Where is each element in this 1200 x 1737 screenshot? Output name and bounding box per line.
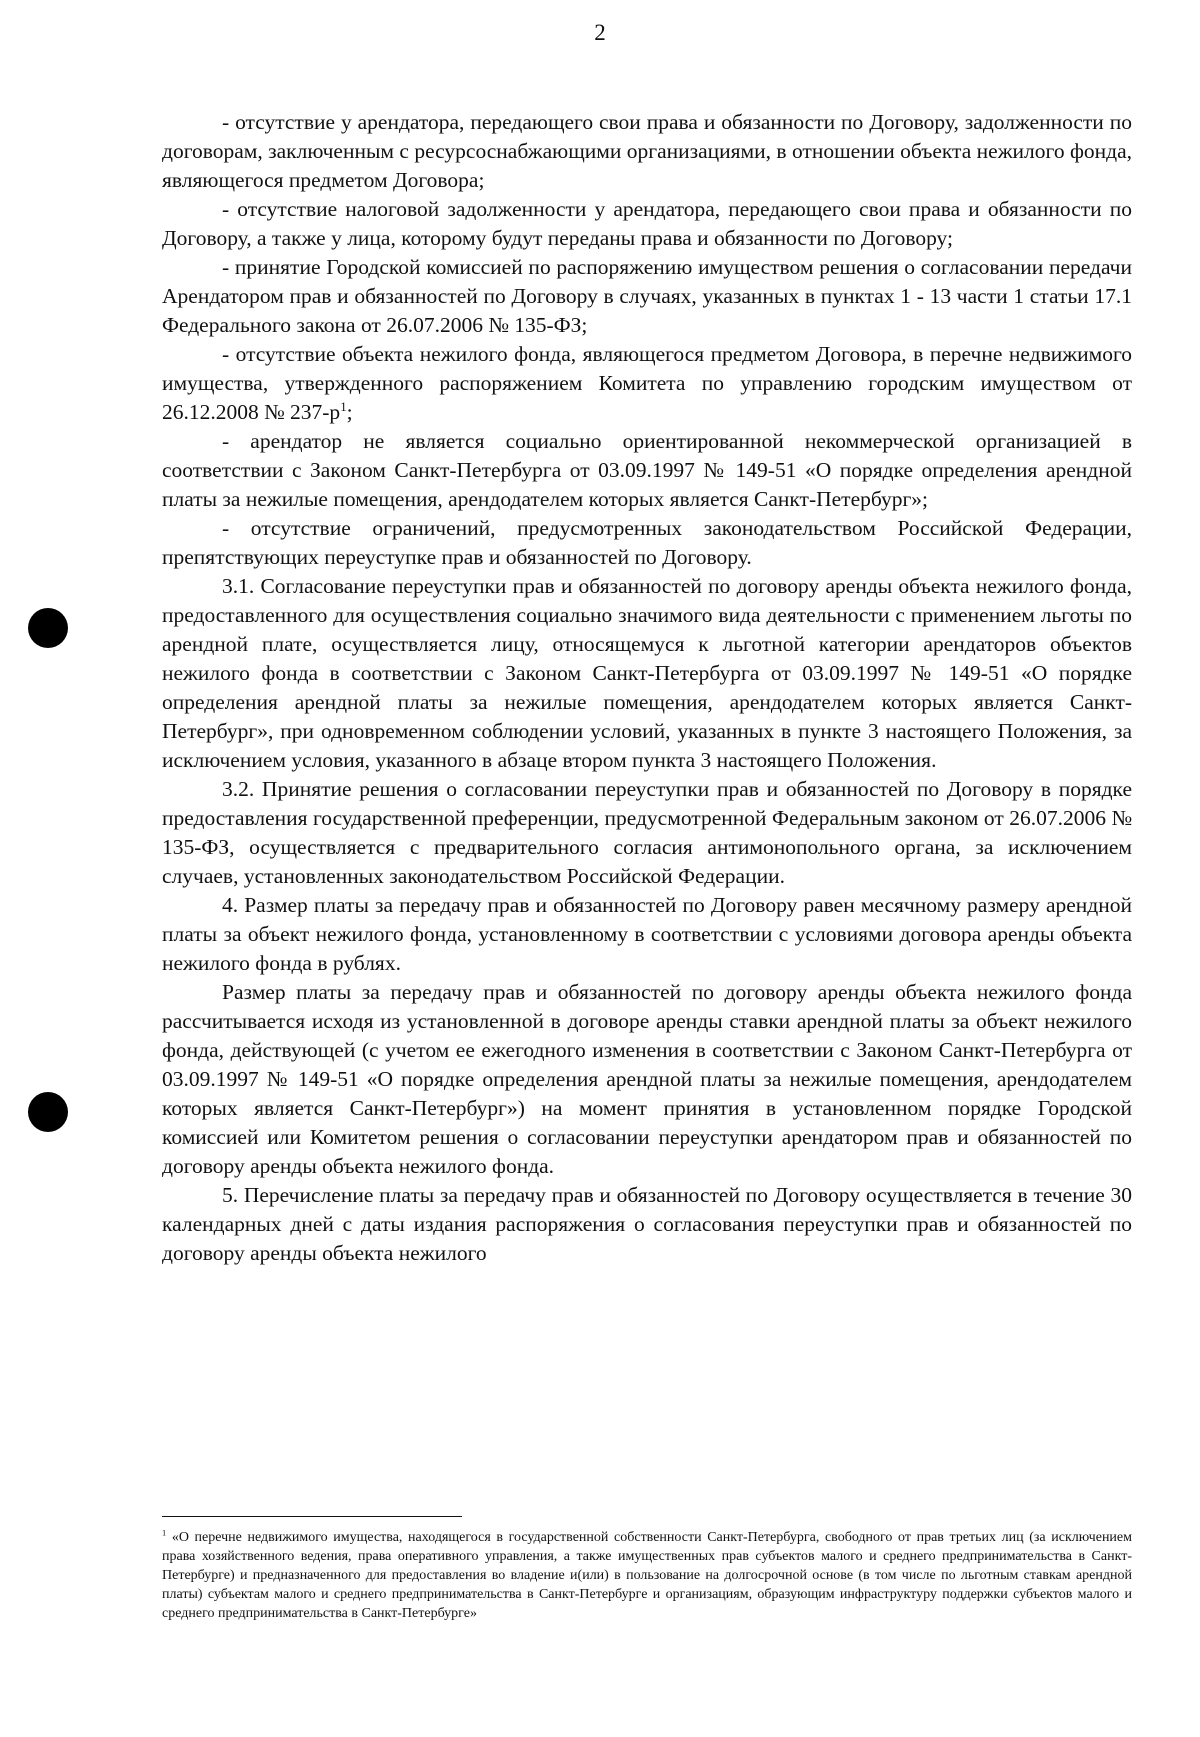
binder-hole-top (28, 608, 68, 648)
paragraph-property-list (162, 340, 1132, 427)
binder-hole-bottom (28, 1092, 68, 1132)
paragraph-restrictions: - отсутствие ограничений, предусмотренных законодательством Российской Федерации, препятствующих переуступке прав и обязанностей по Договору. (162, 516, 1132, 569)
paragraph-4: 4. Размер платы за передачу прав и обязанностей по Договору равен месячному размеру арендной платы за объект нежилого фонда, установленному в соответствии с условиями договора аренды объекта нежилого фонда в рублях. (162, 893, 1132, 975)
paragraph-tax-debt: - отсутствие налоговой задолженности у арендатора, передающего свои права и обязанности по Договору, а также у лица, которому будут переданы права и обязанности по Договору; (162, 197, 1132, 250)
paragraph-3-2: 3.2. Принятие решения о согласовании переуступки прав и обязанностей по Договору в порядке предоставления государственной преференции, предусмотренной Федеральным законом от 26.07.2006 № 135-ФЗ, осуществляется с предварительного согласия антимонопольного органа, за исключением случаев, установленных законодательством Российской Федерации. (162, 777, 1132, 888)
footnote-divider (162, 1516, 462, 1517)
paragraph-property-list-tail: ; (346, 400, 353, 424)
paragraph-non-profit: - арендатор не является социально ориентированной некоммерческой организацией в соответствии с Законом Санкт-Петербурга от 03.09.1997 № 149-51 «О порядке определения арендной платы за нежилые помещения, арендодателем которых является Санкт-Петербург»; (162, 429, 1132, 511)
page-number: 2 (594, 20, 606, 45)
footnote-reference: 1 (340, 399, 347, 414)
footnote-text: «О перечне недвижимого имущества, находящегося в государственной собственности Санкт-Петербурга, свободного от прав третьих лиц (за исключением права хозяйственного ведения, права оперативного управления, а также имущественных прав субъектов малого и среднего предпринимательства в Санкт-Петербурге) и предназначенного для предоставления во владение и(или) в пользование на долгосрочной основе (в том числе по льготным ставкам арендной платы) субъектам малого и среднего предпринимательства в Санкт-Петербурге и организациям, образующим инфраструктуру поддержки субъектов малого и среднего предпринимательства в Санкт-Петербурге» (162, 1530, 1132, 1621)
paragraph-property-list-text: - отсутствие объекта нежилого фонда, являющегося предметом Договора, в перечне недвижимого имущества, утвержденного распоряжением Комитета по управлению городским имуществом от 26.12.2008 № 237-р (162, 342, 1132, 424)
document-body (162, 108, 1132, 1268)
paragraph-5: 5. Перечисление платы за передачу прав и обязанностей по Договору осуществляется в течение 30 календарных дней с даты издания распоряжения о согласования переуступки прав и обязанностей по договору аренды объекта нежилого (162, 1183, 1132, 1265)
paragraph-4-payment-calculation: Размер платы за передачу прав и обязанностей по договору аренды объекта нежилого фонда рассчитывается исходя из установленной в договоре аренды ставки арендной платы за объект нежилого фонда, действующей (с учетом ее ежегодного изменения в соответствии с Законом Санкт-Петербурга от 03.09.1997 № 149-51 «О порядке определения арендной платы за нежилые помещения, арендодателем которых является Санкт-Петербург») на момент принятия в установленном порядке Городской комиссией или Комитетом решения о согласовании переуступки арендатором прав и обязанностей по договору аренды объекта нежилого фонда. (162, 980, 1132, 1178)
footnote-marker: 1 (162, 1528, 167, 1538)
paragraph-3-1: 3.1. Согласование переуступки прав и обязанностей по договору аренды объекта нежилого фонда, предоставленного для осуществления социально значимого вида деятельности с применением льготы по арендной плате, осуществляется лицу, относящемуся к льготной категории арендаторов объектов нежилого фонда в соответствии с Законом Санкт-Петербурга от 03.09.1997 № 149-51 «О порядке определения арендной платы за нежилые помещения, арендодателем которых является Санкт-Петербург», при одновременном соблюдении условий, указанных в пункте 3 настоящего Положения, за исключением условия, указанного в абзаце втором пункта 3 настоящего Положения. (162, 574, 1132, 772)
paragraph-commission-decision: - принятие Городской комиссией по распоряжению имуществом решения о согласовании передачи Арендатором прав и обязанностей по Договору в случаях, указанных в пунктах 1 - 13 части 1 статьи 17.1 Федерального закона от 26.07.2006 № 135-ФЗ; (162, 255, 1132, 337)
paragraph-debt-resources: - отсутствие у арендатора, передающего свои права и обязанности по Договору, задолженности по договорам, заключенным с ресурсоснабжающими организациями, в отношении объекта нежилого фонда, являющегося предметом Договора; (162, 110, 1132, 192)
footnote (162, 1528, 1132, 1623)
